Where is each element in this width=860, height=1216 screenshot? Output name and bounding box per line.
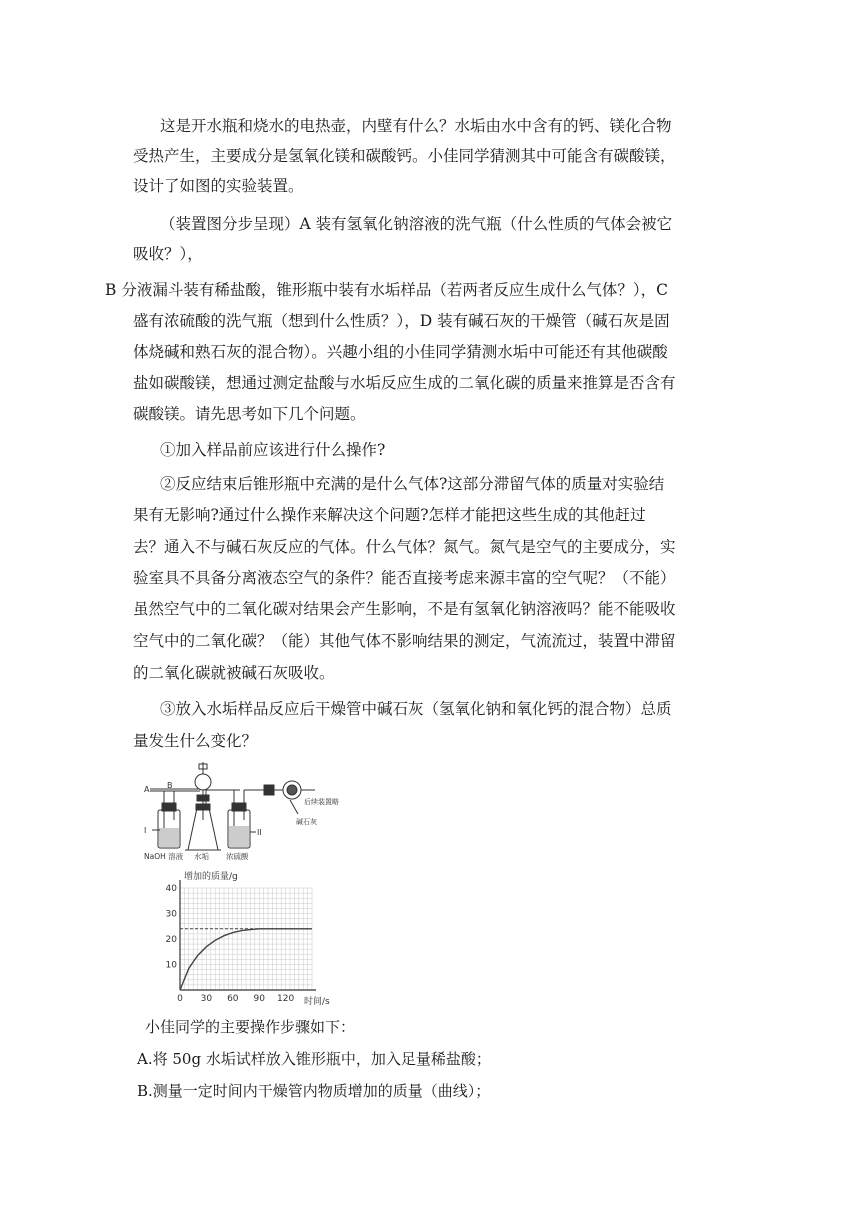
y-tick-label: 10 — [165, 960, 177, 971]
para-1-line-1: 这是开水瓶和烧水的电热壶，内壁有什么？水垢由水中含有的钙、镁化合物 — [160, 117, 672, 135]
label-soda-lime: 碱石灰 — [296, 818, 317, 826]
label-i: I — [144, 826, 147, 835]
para-3-line-5: 碳酸镁。请先思考如下几个问题。 — [133, 405, 366, 423]
step-b: B.测量一定时间内干燥管内物质增加的质量（曲线）； — [137, 1082, 491, 1100]
label-device-after: 后续装置略 — [304, 798, 339, 806]
question-2-line-3: 去？通入不与碱石灰反应的气体。什么气体？氮气。氮气是空气的主要成分，实 — [133, 538, 676, 556]
label-b: B — [167, 781, 173, 790]
mass-time-chart — [158, 870, 338, 1010]
label-naoh: NaOH 溶液 — [144, 852, 184, 861]
y-axis-label: 增加的质量/g — [184, 872, 238, 882]
question-2-line-1: ②反应结束后锥形瓶中充满的是什么气体?这部分滞留气体的质量对实验结 — [160, 475, 665, 493]
step-a: A.将 50g 水垢试样放入锥形瓶中，加入足量稀盐酸； — [137, 1050, 491, 1068]
question-2-line-4: 验室具不具备分离液态空气的条件？能否直接考虑来源丰富的空气呢？（不能） — [133, 569, 676, 587]
x-tick-label: 90 — [253, 994, 265, 1004]
question-2-line-2: 果有无影响?通过什么操作来解决这个问题?怎样才能把这些生成的其他赶过 — [133, 506, 646, 524]
label-ii: II — [257, 828, 262, 837]
para-3-line-1: B 分液漏斗装有稀盐酸，锥形瓶中装有水垢样品（若两者反应生成什么气体？），C — [105, 281, 668, 299]
para-1-line-3: 设计了如图的实验装置。 — [133, 177, 304, 195]
y-tick-label: 40 — [165, 884, 177, 894]
x-axis-label: 时间/s — [304, 997, 330, 1007]
steps-intro: 小佳同学的主要操作步骤如下： — [145, 1018, 356, 1036]
para-2-line-1: （装置图分步呈现）A 装有氢氧化钠溶液的洗气瓶（什么性质的气体会被它 — [160, 215, 673, 233]
apparatus-diagram — [140, 760, 340, 866]
label-scale: 水垢 — [194, 852, 209, 861]
x-tick-label: 0 — [177, 994, 183, 1004]
question-3-line-2: 量发生什么变化？ — [133, 732, 258, 750]
y-tick-label: 20 — [165, 935, 177, 945]
para-1-line-2: 受热产生，主要成分是氢氧化镁和碳酸钙。小佳同学猜测其中可能含有碳酸镁， — [133, 147, 676, 165]
y-tick-label: 30 — [165, 909, 177, 920]
question-2-line-6: 空气中的二氧化碳？（能）其他气体不影响结果的测定，气流流过，装置中滞留 — [133, 632, 676, 650]
x-tick-label: 120 — [277, 994, 295, 1004]
x-tick-label: 30 — [200, 994, 213, 1004]
para-3-line-3: 体烧碱和熟石灰的混合物）。兴趣小组的小佳同学猜测水垢中可能还有其他碳酸 — [133, 343, 668, 361]
para-3-line-2: 盛有浓硫酸的洗气瓶（想到什么性质？），D 装有碱石灰的干燥管（碱石灰是固 — [133, 312, 670, 330]
question-1: ①加入样品前应该进行什么操作? — [160, 441, 386, 459]
label-a: A — [144, 785, 150, 794]
chart-grid — [180, 888, 312, 990]
question-2-line-5: 虽然空气中的二氧化碳对结果会产生影响，不是有氢氧化钠溶液吗？能不能吸收 — [133, 600, 676, 618]
x-tick-label: 60 — [227, 994, 239, 1004]
para-2-line-2: 吸收？）， — [133, 245, 203, 263]
question-2-line-7: 的二氧化碳就被碱石灰吸收。 — [133, 664, 335, 682]
label-acid: 浓硫酸 — [226, 852, 249, 861]
question-3-line-1: ③放入水垢样品反应后干燥管中碱石灰（氢氧化钠和氧化钙的混合物）总质 — [160, 700, 672, 718]
para-3-line-4: 盐如碳酸镁，想通过测定盐酸与水垢反应生成的二氧化碳的质量来推算是否含有 — [133, 374, 676, 392]
